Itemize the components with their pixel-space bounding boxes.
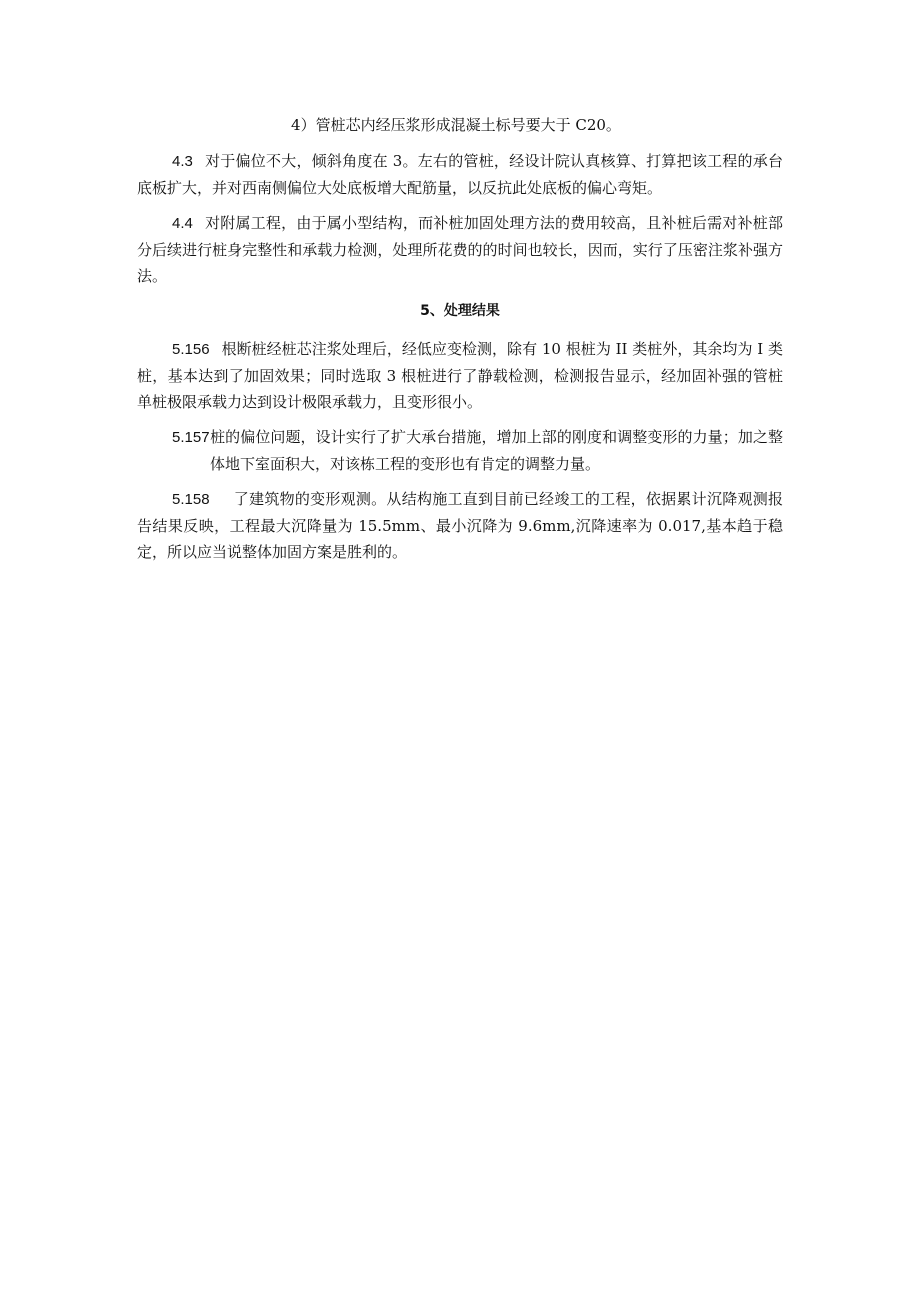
paragraph-text: 根断桩经桩芯注浆处理后，经低应变检测，除有 10 根桩为 II 类桩外，其余均为 I 类桩，基本达到了加固效果；同时选取 3 根桩进行了静载检测，检测报告显示，经加固补强的管桩单桩极限承载力达到设计极限承载力，且变形很小。 (137, 340, 783, 411)
paragraph-number: 4.4 (172, 215, 193, 232)
paragraph-number: 5.158 (172, 491, 210, 508)
paragraph-number: 5.156 (172, 341, 210, 358)
paragraph-5-157 (137, 424, 783, 477)
paragraph-number: 5.157 (172, 429, 210, 446)
paragraph-number: 4.3 (172, 153, 193, 170)
paragraph-4-3 (137, 148, 783, 201)
paragraph-4-4 (137, 210, 783, 289)
paragraph-text: 对于偏位不大，倾斜角度在 3。左右的管桩，经设计院认真核算、打算把该工程的承台底板扩大，并对西南侧偏位大处底板增大配筋量，以反抗此处底板的偏心弯矩。 (137, 152, 783, 197)
document-body (137, 112, 783, 574)
paragraph-5-156 (137, 336, 783, 415)
item-4-line: 4）管桩芯内经压浆形成混凝土标号要大于 C20。 (291, 116, 621, 134)
paragraph-text: 对附属工程，由于属小型结构，而补桩加固处理方法的费用较高，且补桩后需对补桩部分后续进行桩身完整性和承载力检测，处理所花费的的时间也较长，因而，实行了压密注浆补强方法。 (137, 214, 783, 285)
paragraph-text: 了建筑物的变形观测。从结构施工直到目前已经竣工的工程，依据累计沉降观测报告结果反映，工程最大沉降量为 15.5mm、最小沉降为 9.6mm,沉降速率为 0.017,基本趋于稳定，所以应当说整体加固方案是胜利的。 (137, 490, 783, 561)
section-heading: 5、处理结果 (420, 303, 500, 319)
paragraph-text: 桩的偏位问题，设计实行了扩大承台措施，增加上部的刚度和调整变形的力量；加之整体地下室面积大，对该栋工程的变形也有肯定的调整力量。 (210, 428, 783, 473)
paragraph-5-158 (137, 486, 783, 565)
